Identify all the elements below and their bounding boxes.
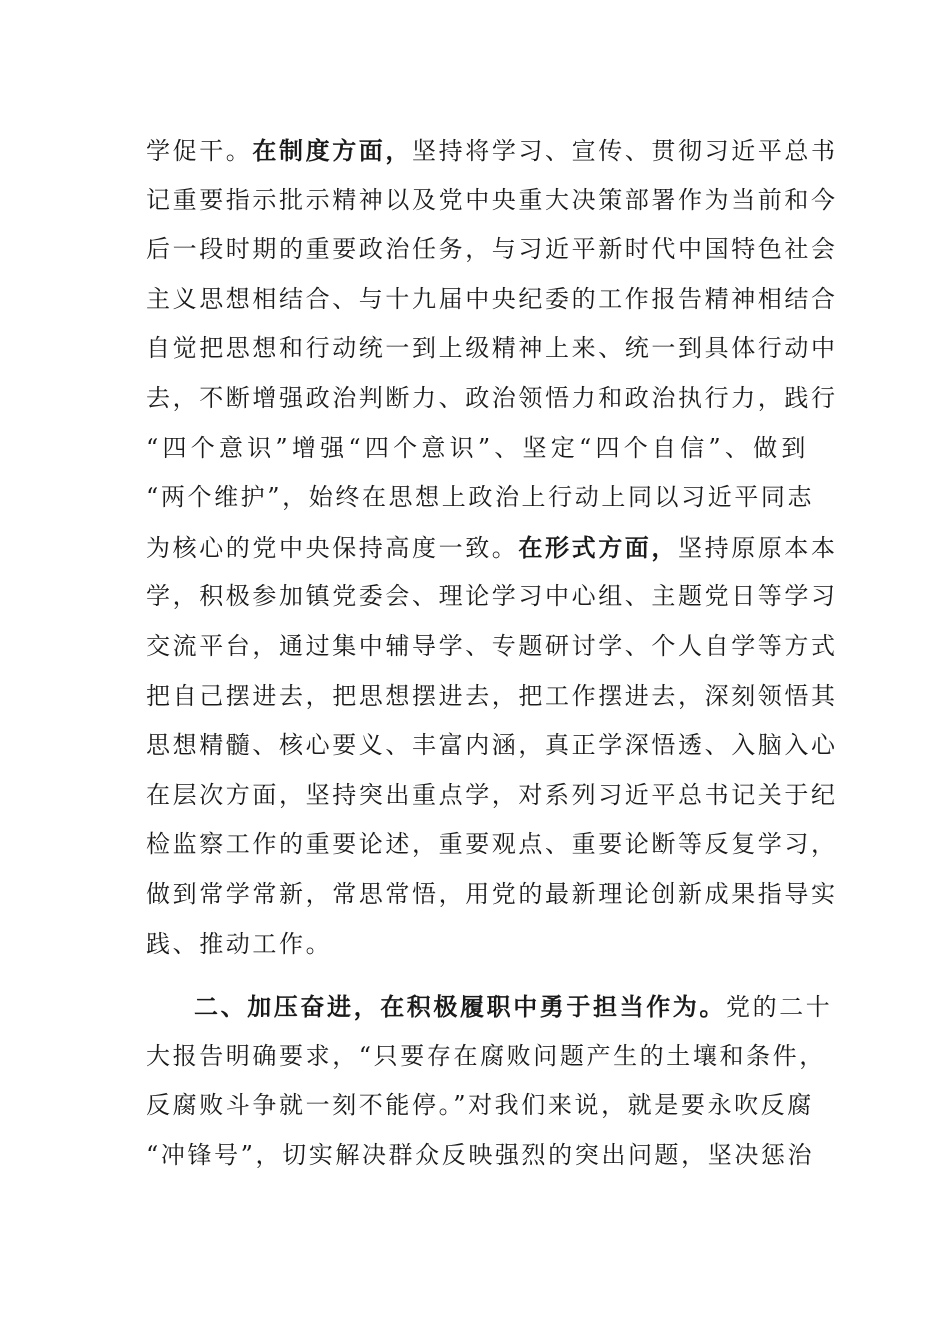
text-run: “两个维护”，始终在思想上政治上行动上同以习近平同志 [146, 483, 815, 512]
text-line [146, 572, 838, 622]
text-line [146, 176, 838, 226]
text-line [146, 820, 838, 870]
text-run: 后一段时期的重要政治任务，与习近平新时代中国特色社会 [146, 235, 838, 264]
text-run: 在层次方面，坚持突出重点学，对系列习近平总书记关于纪 [146, 780, 838, 809]
text-run: 学促干。 [146, 137, 253, 165]
text-run: 反腐败斗争就一刻不能停。”对我们来说，就是要永吹反腐 [146, 1091, 814, 1120]
text-run: 为核心的党中央保持高度一致。 [146, 533, 519, 562]
text-run: 检监察工作的重要论述，重要观点、重要论断等反复学习， [146, 830, 838, 859]
text-line [146, 672, 838, 722]
text-run: 主义思想相结合、与十九届中央纪委的工作报告精神相结合 [146, 284, 838, 313]
text-run: 坚持将学习、宣传、贯彻习近平总书 [412, 137, 838, 165]
text-line [146, 126, 838, 176]
text-run: “四个意识”增强“四个意识”、坚定“四个自信”、做到 [146, 433, 808, 462]
text-line [146, 920, 808, 970]
text-run: 党的二十 [726, 993, 833, 1021]
paragraph-1 [146, 126, 838, 969]
text-line [146, 1081, 814, 1131]
text-run: 学，积极参加镇党委会、理论学习中心组、主题党日等学习 [146, 582, 838, 611]
text-line [146, 870, 838, 920]
text-run: 践、推动工作。 [146, 929, 333, 958]
text-line [146, 473, 815, 523]
text-run: 大报告明确要求，“只要存在腐败问题产生的土壤和条件， [146, 1041, 826, 1070]
text-line [146, 982, 833, 1032]
text-line [146, 622, 838, 672]
bold-heading-run: 在制度方面， [252, 136, 413, 165]
text-line [146, 275, 838, 325]
paragraph-2 [146, 982, 833, 1180]
text-line [146, 1131, 815, 1181]
text-run: 记重要指示批示精神以及党中央重大决策部署作为当前和今 [146, 185, 838, 214]
bold-heading-run: 在形式方面， [518, 532, 679, 562]
text-line [146, 523, 838, 573]
text-run: 交流平台，通过集中辅导学、专题研讨学、个人自学等方式 [146, 631, 838, 660]
text-run: 自觉把思想和行动统一到上级精神上来、统一到具体行动中 [146, 334, 838, 363]
text-line [146, 225, 838, 275]
text-run: 把自己摆进去，把思想摆进去，把工作摆进去，深刻领悟其 [146, 681, 838, 710]
text-run: 思想精髓、核心要义、丰富内涵，真正学深悟透、入脑入心 [146, 731, 838, 760]
text-line [146, 324, 838, 374]
text-run: 做到常学常新，常思常悟，用党的最新理论创新成果指导实 [146, 879, 838, 908]
text-run: “冲锋号”，切实解决群众反映强烈的突出问题，坚决惩治 [146, 1140, 815, 1169]
text-line [146, 424, 808, 474]
section-heading-run: 二、加压奋进，在积极履职中勇于担当作为。 [194, 992, 726, 1021]
text-run: 坚持原原本本 [678, 533, 838, 562]
text-line [146, 721, 838, 771]
text-line [146, 374, 838, 424]
text-line [146, 1032, 826, 1082]
text-line [146, 771, 838, 821]
text-run: 去，不断增强政治判断力、政治领悟力和政治执行力，践行 [146, 383, 838, 412]
